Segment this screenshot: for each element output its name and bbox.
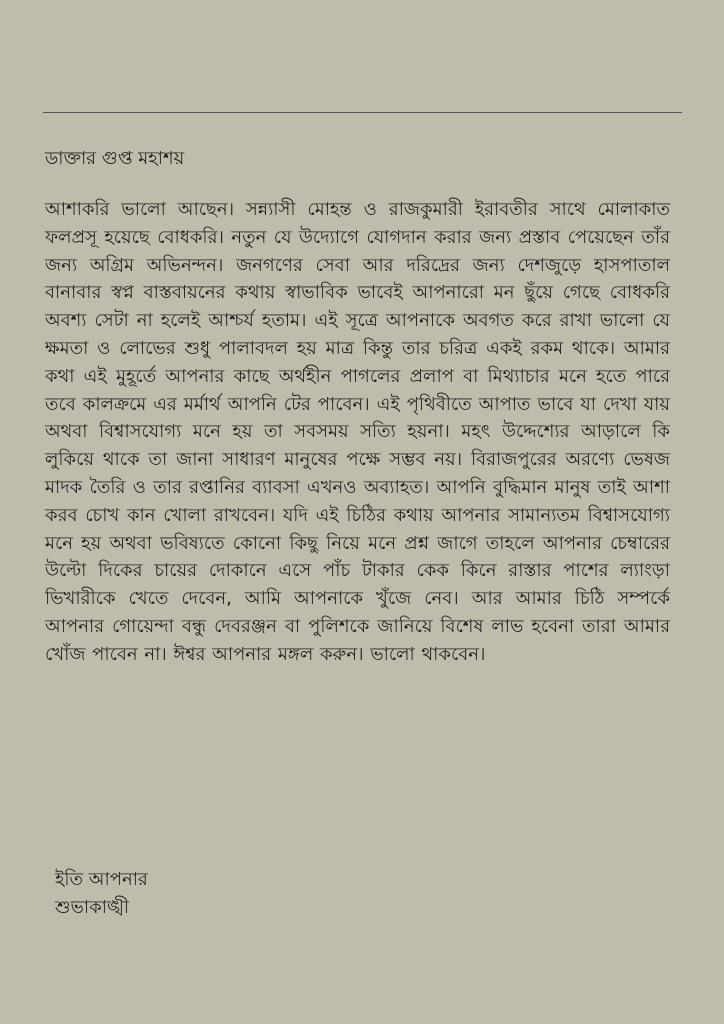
letter-salutation: ডাক্তার গুপ্ত মহাশয় [45, 148, 185, 169]
closing-signature: শুভাকাঙ্খী [55, 897, 130, 918]
top-divider [43, 112, 682, 113]
closing-line-1: ইতি আপনার [55, 869, 148, 890]
letter-closing [55, 866, 355, 922]
letter-body: আশাকরি ভালো আছেন। সন্ন্যাসী মোহন্ত ও রাজকুমারী ইরাবতীর সাথে মোলাকাত ফলপ্রসূ হয়েছে বোধকরি। নতুন যে উদ্যোগে যোগদান করার জন্য প্রস্তাব পেয়েছেন তাঁর জন্য অগ্রিম অভিনন্দন। জনগণের সেবা আর দরিদ্রের জন্য দেশজুড়ে হাসপাতাল বানাবার স্বপ্ন বাস্তবায়নের কথায় স্বাভাবিক ভাবেই আপনারো মন ছুঁয়ে গেছে বোধকরি অবশ্য সেটা না হলেই আশ্চর্য হতাম। এই সূত্রে আপনাকে অবগত করে রাখা ভালো যে ক্ষমতা ও লোভের শুধু পালাবদল হয় মাত্র কিন্তু তার চরিত্র একই রকম থাকে। আমার কথা এই মুহূর্তে আপনার কাছে অর্থহীন পাগলের প্রলাপ বা মিথ্যাচার মনে হতে পারে তবে কালক্রমে এর মর্মার্থ আপনি টের পাবেন। এই পৃথিবীতে আপাত ভাবে যা দেখা যায় অথবা বিশ্বাসযোগ্য মনে হয় তা সবসময় সত্যি হয়না। মহৎ উদ্দেশ্যের আড়ালে কি লুকিয়ে থাকে তা জানা সাধারণ মানুষের পক্ষে সম্ভব নয়। বিরাজপুরের অরণ্যে ভেষজ মাদক তৈরি ও তার রপ্তানির ব্যাবসা এখনও অব্যাহত। আপনি বুদ্ধিমান মানুষ তাই আশা করব চোখ কান খোলা রাখবেন। যদি এই চিঠির কথায় আপনার সামান্যতম বিশ্বাসযোগ্য মনে হয় অথবা ভবিষ্যতে কোনো কিছু নিয়ে মনে প্রশ্ন জাগে তাহলে আপনার চেম্বারের উল্টো দিকের চায়ের দোকানে এসে পাঁচ টাকার কেক কিনে রাস্তার পাশের ল্যাংড়া ভিখারীকে খেতে দেবেন, আমি আপনাকে খুঁজে নেব। আর আমার চিঠি সম্পর্কে আপনার গোয়েন্দা বন্ধু দেবরঞ্জন বা পুলিশকে জানিয়ে বিশেষ লাভ হবেনা তারা আমার খোঁজ পাবেন না। ঈশ্বর আপনার মঙ্গল করুন। ভালো থাকবেন। [45, 199, 670, 665]
